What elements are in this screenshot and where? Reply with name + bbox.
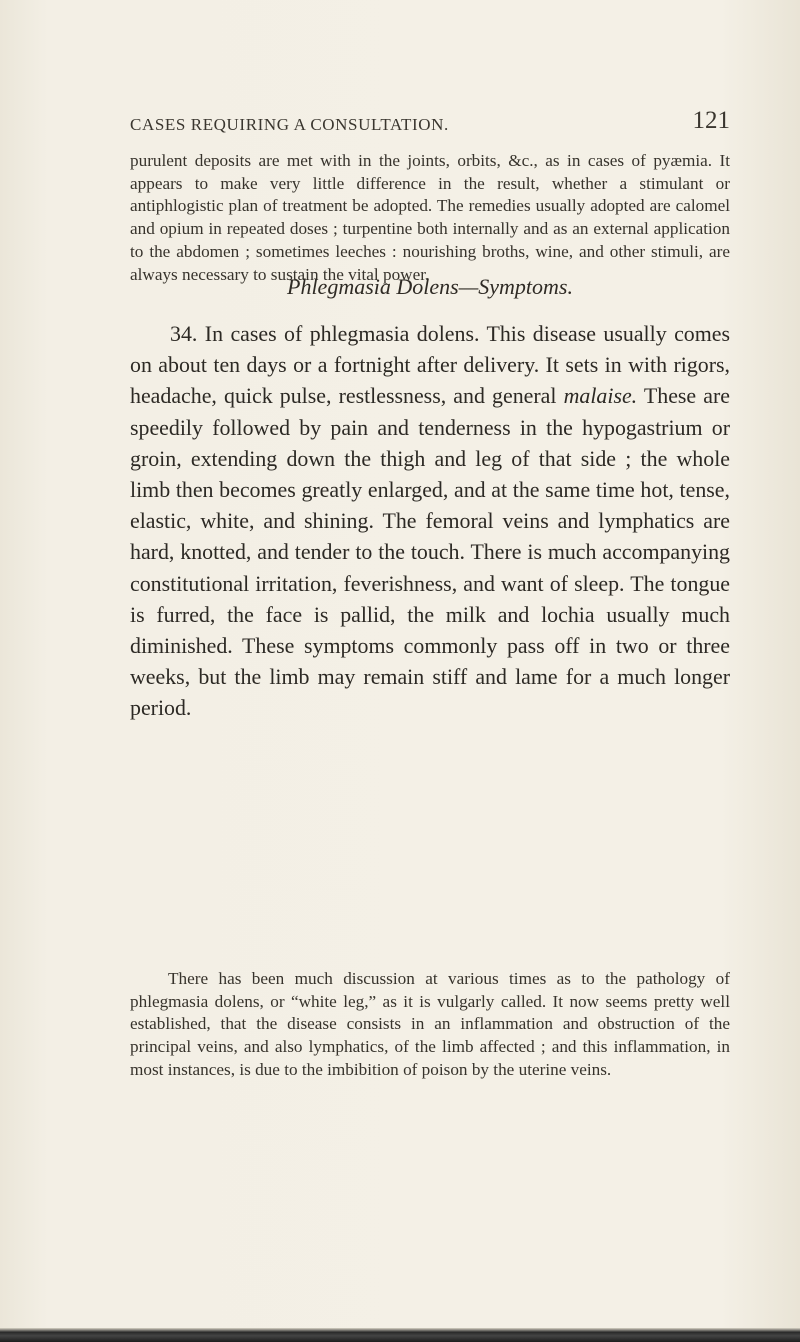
paragraph-number: 34. bbox=[170, 321, 198, 346]
section-heading: Phlegmasia Dolens—Symptoms. bbox=[287, 274, 573, 299]
running-title: CASES REQUIRING A CONSULTATION. bbox=[130, 115, 449, 134]
section-paragraph bbox=[130, 318, 730, 724]
paragraph-text: In cases of phlegmasia dolens. This disease usually comes on about ten days or a fortnight after delivery. It sets in with rigors, headache, quick pulse, restlessness, and general bbox=[130, 321, 730, 409]
note-paragraph: There has been much discussion at various times as to the pathology of phlegmasia dolens, or “white leg,” as it is vulgarly called. It now seems pretty well established, that the disease consists in an inflammation and obstruction of the principal veins, and also lymphatics, of the limb affected ; and this inflammation, in most instances, is due to the imbibition of poison by the uterine veins. bbox=[130, 969, 730, 1079]
continued-paragraph: purulent deposits are met with in the joints, orbits, &c., as in cases of pyæmia. It appears to make very little difference in the result, whether a stimulant or antiphlogistic plan of treatment be adopted. The remedies usually adopted are calomel and opium in repeated doses ; turpentine both internally and as an external application to the abdomen ; sometimes leeches : nourishing broths, wine, and other stimuli, are always necessary to sustain the vital power. bbox=[130, 151, 730, 284]
page-edge-shadow bbox=[0, 1328, 800, 1342]
paragraph-text-continued: These are speedily followed by pain and tenderness in the hypogastrium or groin, extending down the thigh and leg of that side ; the whole limb then becomes greatly enlarged, and at the same time hot, tense, elastic, white, and shining. The femoral veins and lymphatics are hard, knotted, and tender to the touch. There is much accompanying constitutional irritation, feverishness, and want of sleep. The tongue is furred, the face is pallid, the milk and lochia usually much diminished. These symptoms commonly pass off in two or three weeks, but the limb may remain stiff and lame for a much longer period. bbox=[130, 383, 730, 721]
emphasis-word: malaise. bbox=[563, 383, 638, 409]
section-body bbox=[130, 318, 730, 724]
page-number: 121 bbox=[692, 107, 730, 134]
page-header bbox=[130, 105, 730, 135]
